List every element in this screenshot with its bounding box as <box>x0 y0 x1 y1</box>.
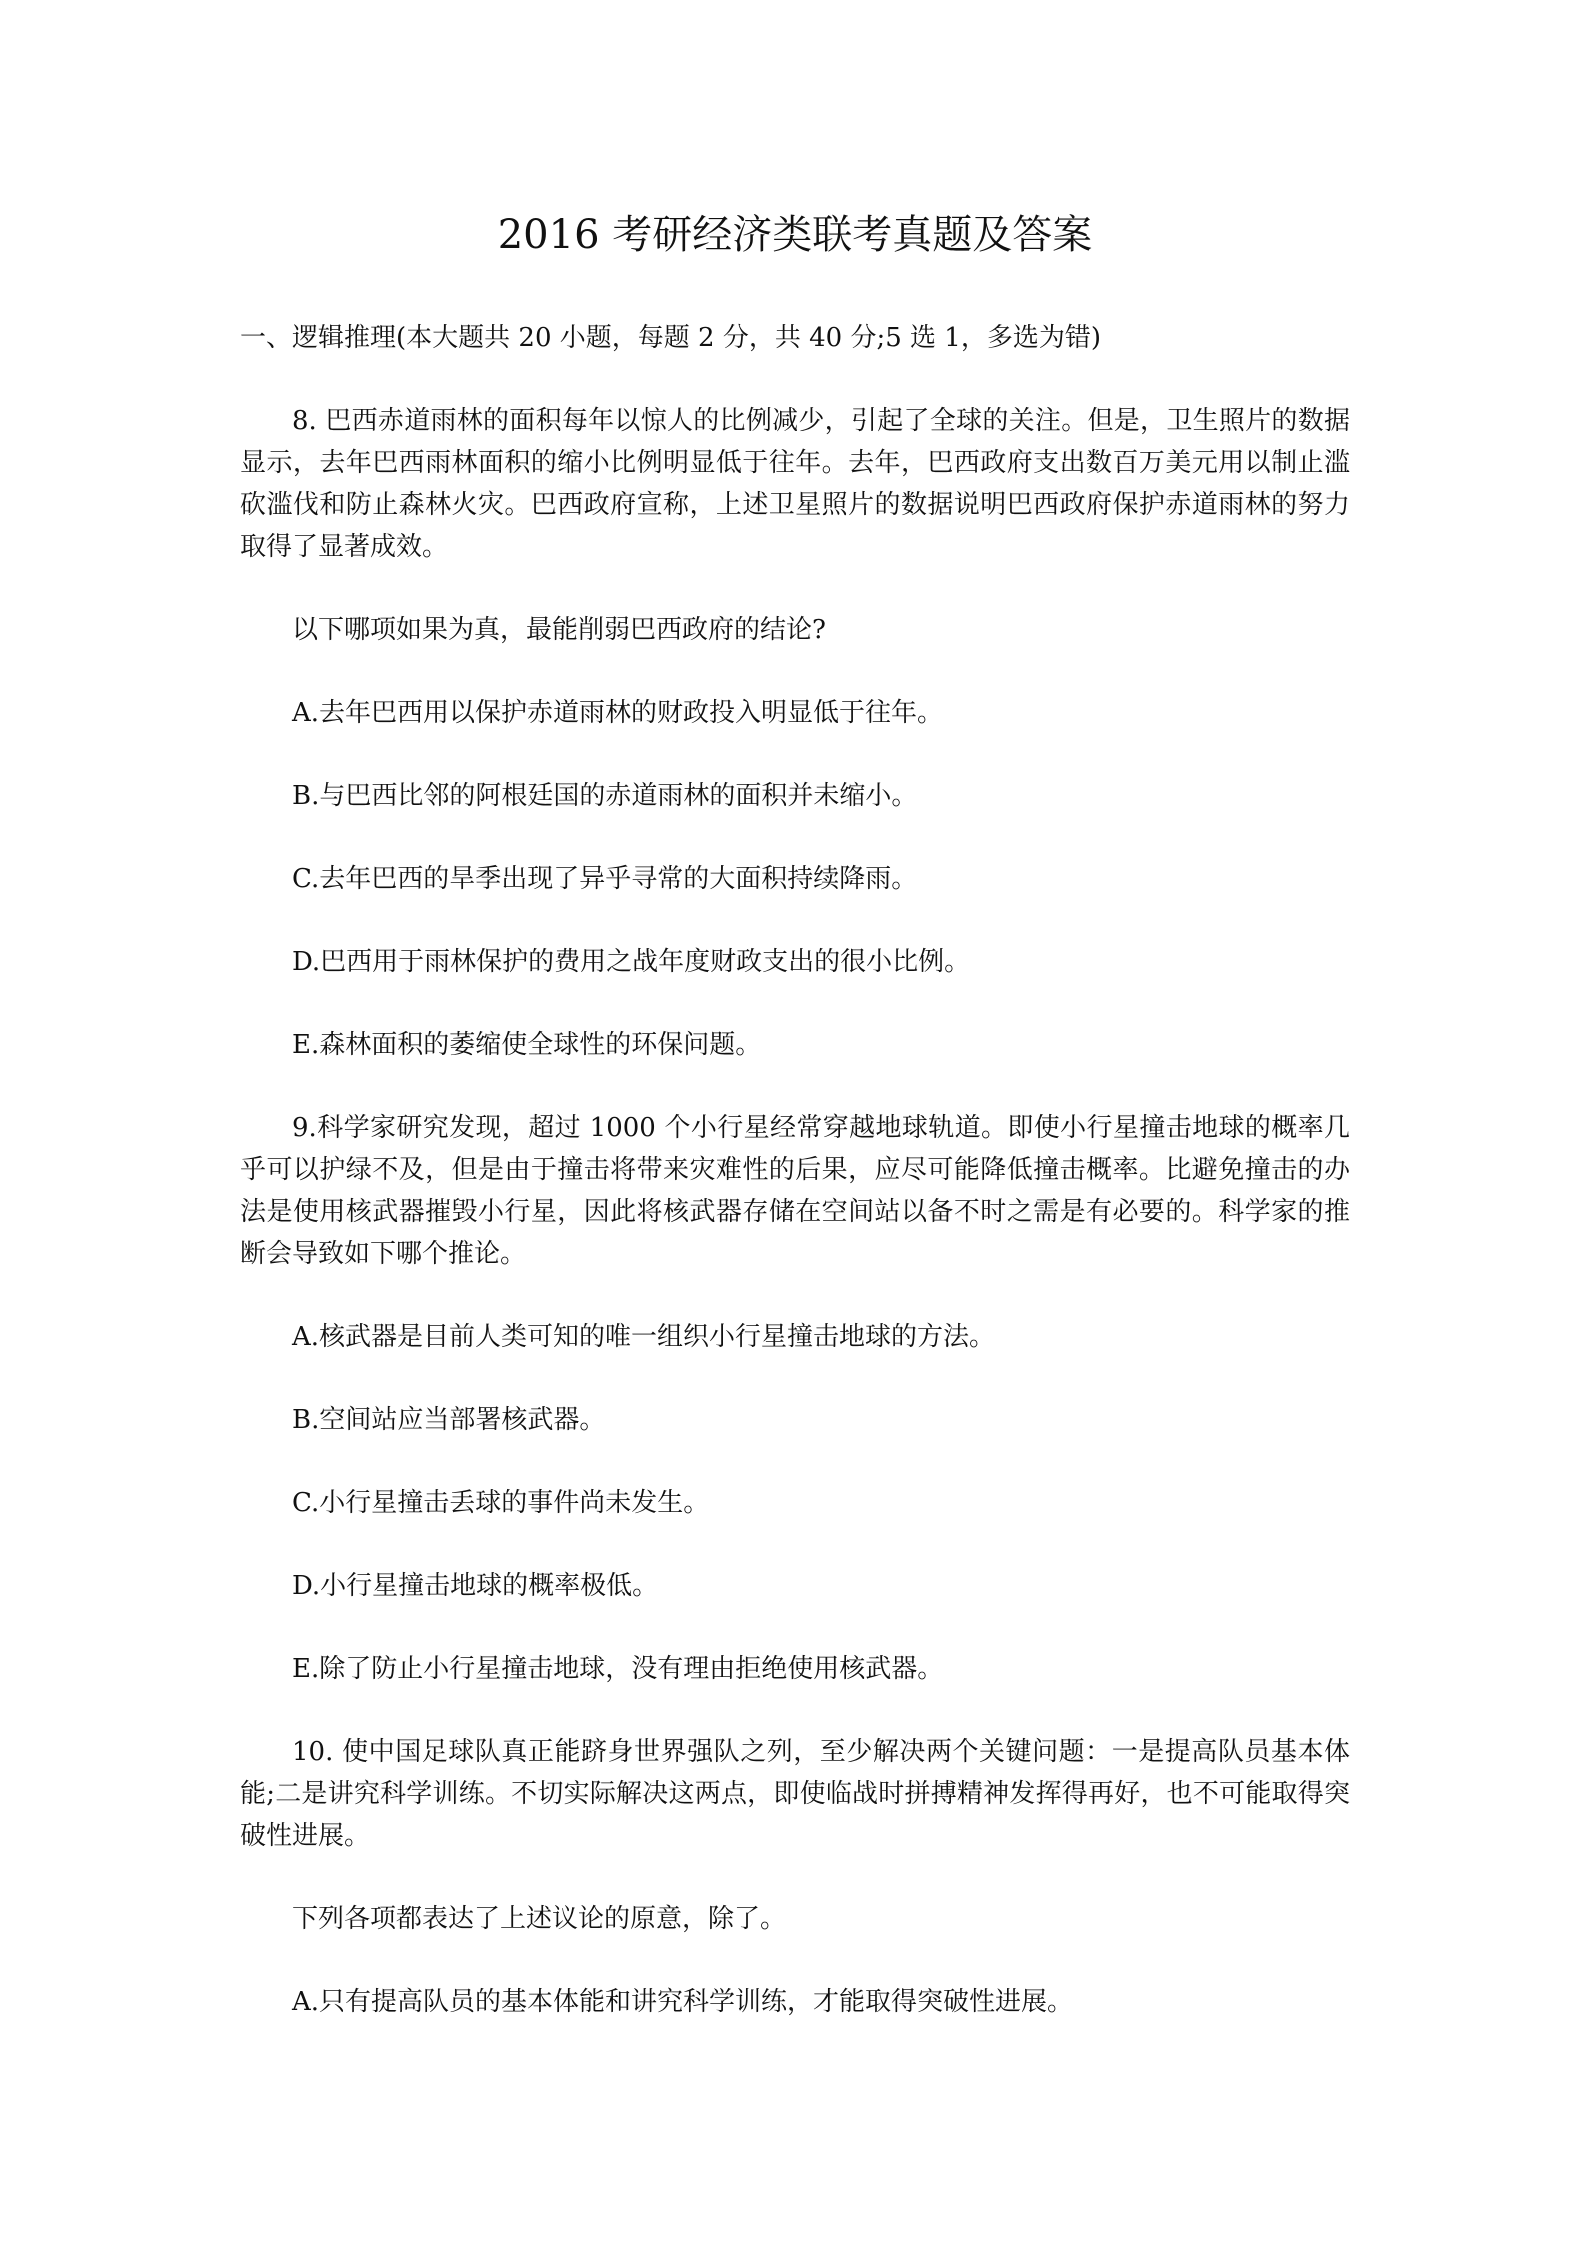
question-10-stem: 10. 使中国足球队真正能跻身世界强队之列，至少解决两个关键问题：一是提高队员基本体能;二是讲究科学训练。不切实际解决这两点，即使临战时拼搏精神发挥得再好，也不可能取得突破性进展。 <box>240 1737 1350 1851</box>
question-9-option-d: D.小行星撞击地球的概率极低。 <box>292 1571 659 1601</box>
question-9-option-e: E.除了防止小行星撞击地球，没有理由拒绝使用核武器。 <box>292 1654 944 1684</box>
question-9-option-b: B.空间站应当部署核武器。 <box>292 1405 606 1435</box>
question-8-option-d: D.巴西用于雨林保护的费用之战年度财政支出的很小比例。 <box>292 947 971 977</box>
question-8-stem: 8. 巴西赤道雨林的面积每年以惊人的比例减少，引起了全球的关注。但是，卫生照片的数据显示，去年巴西雨林面积的缩小比例明显低于往年。去年，巴西政府支出数百万美元用以制止滥砍滥伐和防止森林火灾。巴西政府宣称，上述卫星照片的数据说明巴西政府保护赤道雨林的努力取得了显著成效。 <box>240 406 1350 562</box>
question-9-stem: 9.科学家研究发现，超过 1000 个小行星经常穿越地球轨道。即使小行星撞击地球的概率几乎可以护绿不及，但是由于撞击将带来灾难性的后果，应尽可能降低撞击概率。比避免撞击的办法是使用核武器摧毁小行星，因此将核武器存储在空间站以备不时之需是有必要的。科学家的推断会导致如下哪个推论。 <box>240 1113 1350 1269</box>
question-8-option-b: B.与巴西比邻的阿根廷国的赤道雨林的面积并未缩小。 <box>292 781 918 811</box>
question-8-option-e: E.森林面积的萎缩使全球性的环保问题。 <box>292 1030 762 1060</box>
question-9-option-c: C.小行星撞击丢球的事件尚未发生。 <box>292 1488 710 1518</box>
question-10-option-a: A.只有提高队员的基本体能和讲究科学训练，才能取得突破性进展。 <box>292 1987 1074 2017</box>
section-heading: 一、逻辑推理(本大题共 20 小题，每题 2 分，共 40 分;5 选 1，多选为错) <box>240 323 1101 353</box>
question-9-option-a: A.核武器是目前人类可知的唯一组织小行星撞击地球的方法。 <box>292 1322 996 1352</box>
document-title: 2016 考研经济类联考真题及答案 <box>497 212 1093 258</box>
question-8-prompt: 以下哪项如果为真，最能削弱巴西政府的结论? <box>292 615 826 645</box>
question-10-prompt: 下列各项都表达了上述议论的原意，除了。 <box>292 1904 787 1934</box>
question-8-option-a: A.去年巴西用以保护赤道雨林的财政投入明显低于往年。 <box>292 698 944 728</box>
question-8-option-c: C.去年巴西的旱季出现了异乎寻常的大面积持续降雨。 <box>292 864 918 894</box>
document-body <box>240 400 1350 2023</box>
